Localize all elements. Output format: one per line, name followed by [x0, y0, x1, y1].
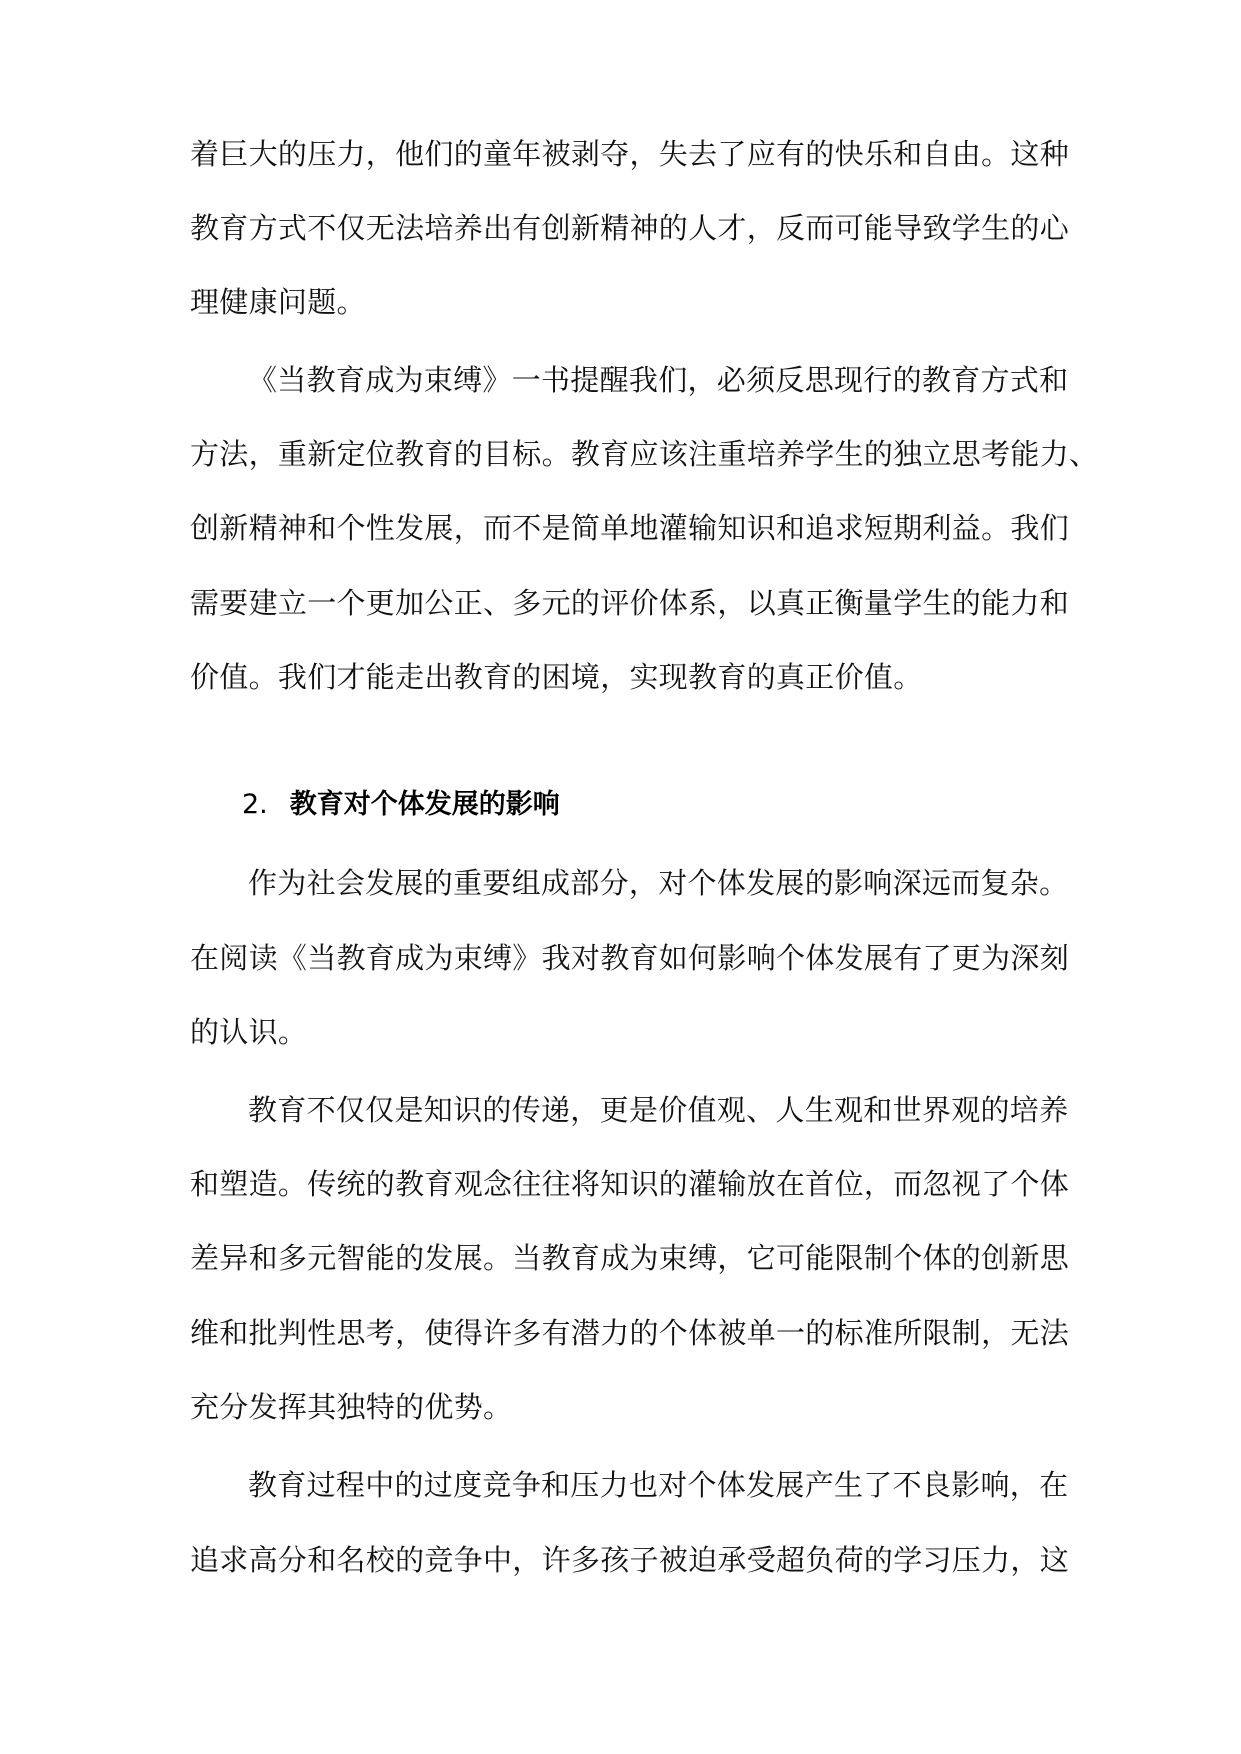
section-heading: [242, 785, 560, 825]
paragraph-2-line-4: 需要建立一个更加公正、多元的评价体系，以真正衡量学生的能力和: [190, 586, 1070, 620]
paragraph-1-line-1: 着巨大的压力，他们的童年被剥夺，失去了应有的快乐和自由。这种: [190, 137, 1070, 171]
paragraph-1-line-2: 教育方式不仅无法培养出有创新精神的人才，反而可能导致学生的心: [190, 211, 1070, 245]
paragraph-1-line-3: 理健康问题。: [190, 285, 366, 319]
paragraph-2-line-5: 价值。我们才能走出教育的困境，实现教育的真正价值。: [190, 660, 923, 694]
paragraph-5-line-1: 教育过程中的过度竞争和压力也对个体发展产生了不良影响，在: [248, 1468, 1069, 1502]
paragraph-3-line-3: 的认识。: [190, 1015, 308, 1049]
paragraph-5-line-2: 追求高分和名校的竞争中，许多孩子被迫承受超负荷的学习压力，这: [190, 1543, 1070, 1577]
paragraph-2-line-2: 方法，重新定位教育的目标。教育应该注重培养学生的独立思考能力、: [190, 437, 1099, 471]
paragraph-3-line-2: 在阅读《当教育成为束缚》我对教育如何影响个体发展有了更为深刻: [190, 941, 1070, 975]
paragraph-4-line-5: 充分发挥其独特的优势。: [190, 1390, 513, 1424]
paragraph-4-line-3: 差异和多元智能的发展。当教育成为束缚，它可能限制个体的创新思: [190, 1241, 1070, 1275]
paragraph-4-line-2: 和塑造。传统的教育观念往往将知识的灌输放在首位，而忽视了个体: [190, 1167, 1070, 1201]
paragraph-4-line-1: 教育不仅仅是知识的传递，更是价值观、人生观和世界观的培养: [248, 1093, 1069, 1127]
paragraph-2-line-3: 创新精神和个性发展，而不是简单地灌输知识和追求短期利益。我们: [190, 511, 1070, 545]
paragraph-2-line-1: 《当教育成为束缚》一书提醒我们，必须反思现行的教育方式和: [248, 363, 1069, 397]
section-title: 教育对个体发展的影响: [289, 789, 560, 820]
paragraph-3-line-1: 作为社会发展的重要组成部分，对个体发展的影响深远而复杂。: [248, 866, 1069, 900]
paragraph-4-line-4: 维和批判性思考，使得许多有潜力的个体被单一的标准所限制，无法: [190, 1316, 1070, 1350]
section-number: 2.: [242, 789, 268, 820]
